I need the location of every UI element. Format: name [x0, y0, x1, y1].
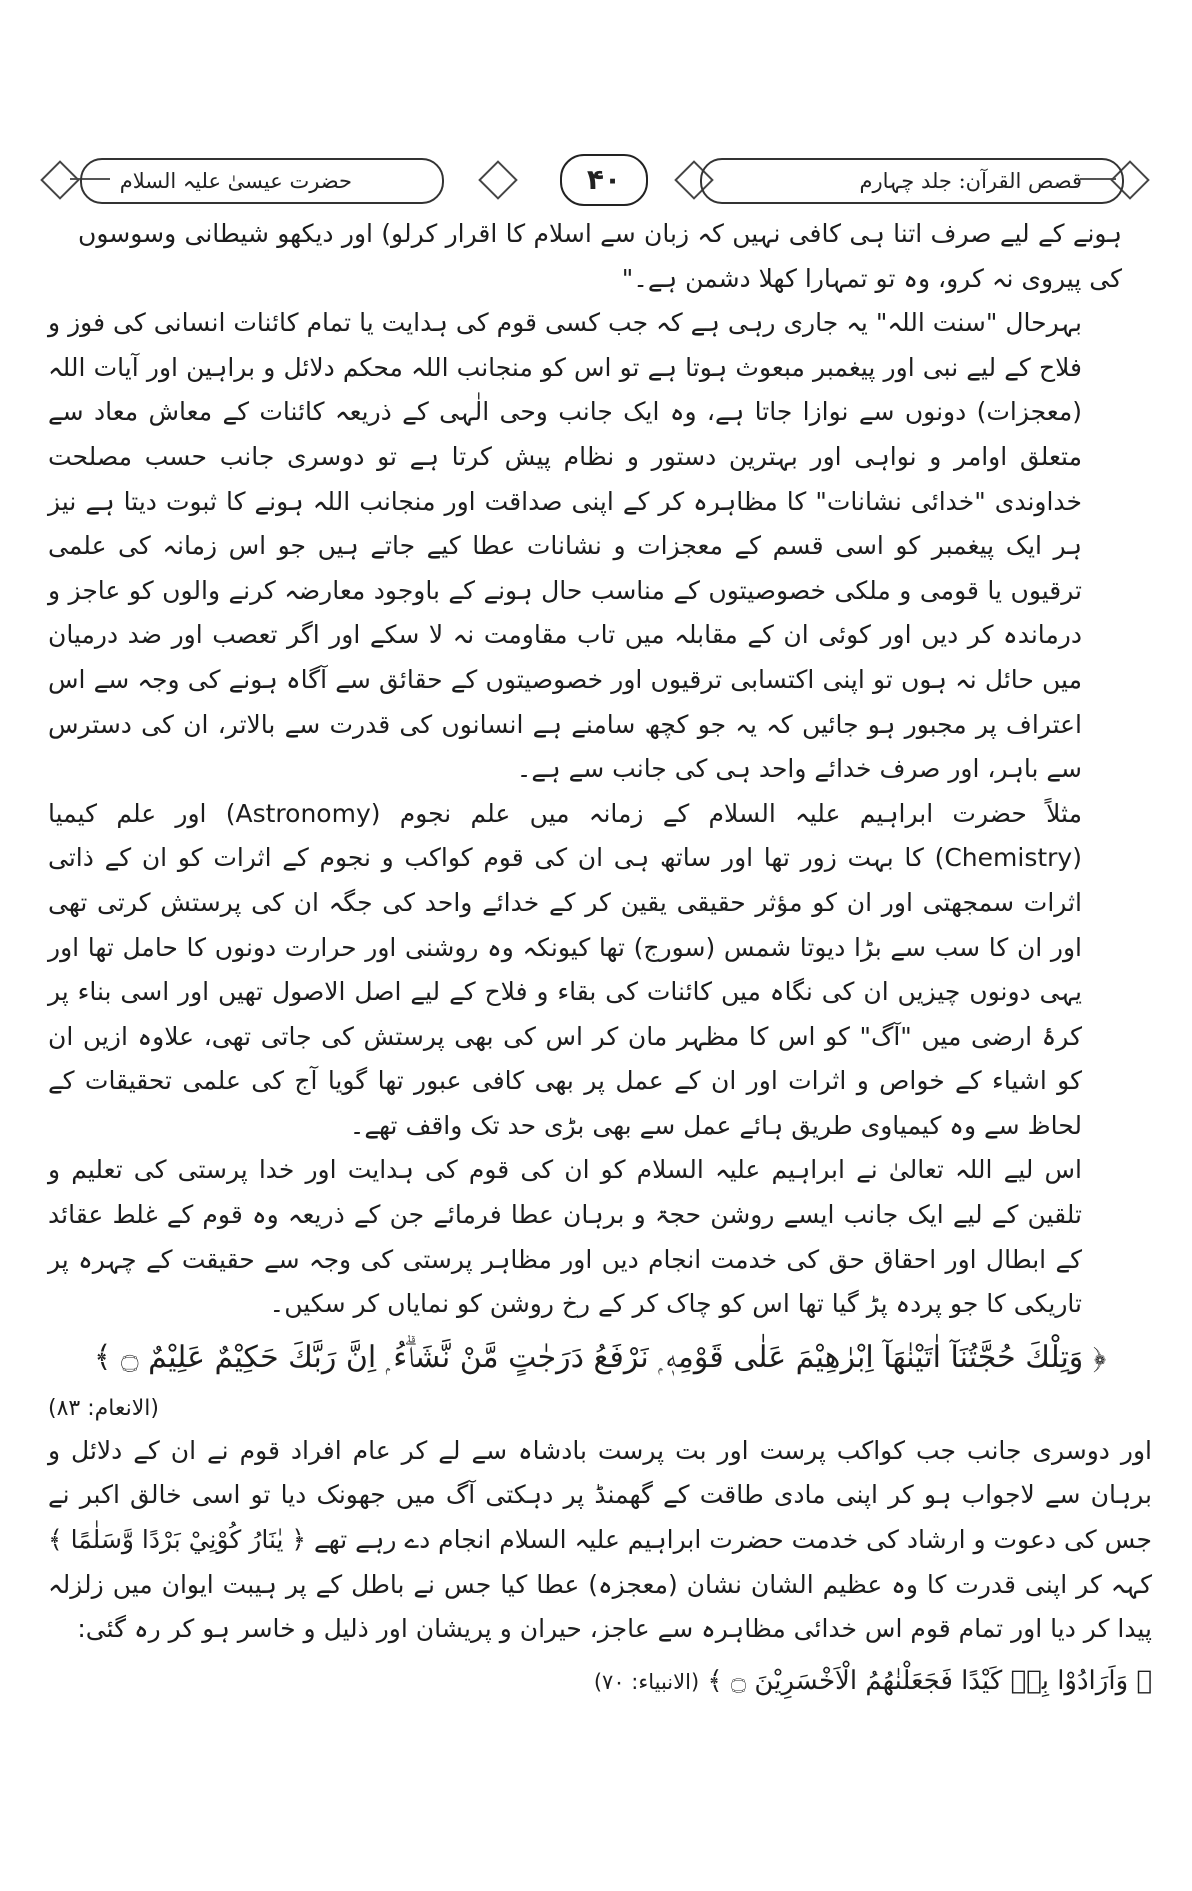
page-number: ۴۰ — [560, 154, 648, 206]
header-book-title: قصص القرآن: جلد چہارم — [859, 169, 1082, 193]
paragraph: اور دوسری جانب جب کواکب پرست اور بت پرست بادشاہ سے لے کر عام افراد قوم نے ان کے دلائل و برہان سے لاجواب ہو کر اپنی مادی طاقت کے گھمنڈ پر دہکتی آگ میں جھونک دیا تو اسی خالق اکبر نے جس کی دعوت و ارشاد کی خدمت حضرت ابراہیم علیہ السلام انجام دے رہے تھے ﴿ يٰنَارُ كُوْنِيْ بَرْدًا وَّسَلٰمًا ﴾ کہہ کر اپنی قدرت کا وہ عظیم الشان نشان (معجزہ) عطا کیا جس نے باطل کے پر ہیبت ایوان میں زلزلہ پیدا کر دیا اور تمام قوم اس خدائی مظاہرہ سے عاجز، حیران و پریشان اور ذلیل و خاسر ہو کر رہ گئی: — [48, 1435, 1152, 1644]
page-header — [40, 150, 1150, 210]
header-chapter: حضرت عیسیٰ علیہ السلام — [119, 169, 352, 193]
quran-verse — [48, 1652, 1152, 1711]
paragraph: بہرحال "سنت اللہ" یہ جاری رہی ہے کہ جب کسی قوم کی ہدایت یا تمام کائنات انسانی کی فوز و فلاح کے لیے نبی اور پیغمبر مبعوث ہوتا ہے تو اس کو منجانب اللہ محکم دلائل و براہین اور آیات اللہ (معجزات) دونوں سے نوازا جاتا ہے، وہ ایک جانب وحی الٰہی کے ذریعہ کائنات کے معاش معاد سے متعلق اوامر و نواہی اور بہترین دستور و نظام پیش کرتا ہے تو دوسری جانب حسب مصلحت خداوندی "خدائی نشانات" کا مظاہرہ کر کے اپنی صداقت اور منجانب اللہ ہونے کا ثبوت دیتا ہے نیز ہر ایک پیغمبر کو اسی قسم کے معجزات و نشانات عطا کیے جاتے ہیں جو اس زمانہ کی علمی ترقیوں یا قومی و ملکی خصوصیتوں کے مناسب حال ہونے کے باوجود معارضہ کرنے والوں کو عاجز و درماندہ کر دیں اور کوئی ان کے مقابلہ میں تاب مقاومت نہ لا سکے اور اگر تعصب اور ضد درمیان میں حائل نہ ہوں تو اپنی اکتسابی ترقیوں اور خصوصیتوں کے حقائق سے آگاہ ہونے کی وجہ سے اس اعتراف پر مجبور ہو جائیں کہ یہ جو کچھ سامنے ہے انسانوں کی قدرت سے بالاتر، ان کی دسترس سے باہر، اور صرف خدائے واحد ہی کی جانب سے ہے۔ — [48, 308, 1082, 784]
paragraph: اس لیے اللہ تعالیٰ نے ابراہیم علیہ السلام کو ان کی قوم کی ہدایت اور خدا پرستی کی تعلیم و تلقین کے لیے ایک جانب ایسے روشن حجۃ و برہان عطا فرمائے جن کے ذریعہ وہ قوم کے غلط عقائد کے ابطال اور احقاق حق کی خدمت انجام دیں اور مظاہر پرستی کی وجہ سے حقیقت کے چہرہ پر تاریکی کا جو پردہ پڑ گیا تھا اس کو چاک کر کے رخ روشن کو نمایاں کر سکیں۔ — [48, 1155, 1082, 1319]
ornament-icon — [40, 160, 80, 200]
quran-verse: ﴿ وَتِلْكَ حُجَّتُنَآ اٰتَيْنٰهَآ اِبْرٰهِيْمَ عَلٰى قَوْمِهٖ ۭ نَرْفَعُ دَرَجٰتٍ مَّنْ نَّشَاۗءُ ۭ اِنَّ رَبَّكَ حَكِيْمٌ عَلِيْمٌ ۝ ﴾ — [93, 1339, 1107, 1375]
page-body — [48, 212, 1152, 1711]
paragraph: مثلاً حضرت ابراہیم علیہ السلام کے زمانہ میں علم نجوم (Astronomy) اور علم کیمیا (Chemistry) کا بہت زور تھا اور ساتھ ہی ان کی قوم کواکب و نجوم کے اثرات کو ان کے ذاتی اثرات سمجھتی اور ان کو مؤثر حقیقی یقین کر کے خدائے واحد کی جگہ ان کی پرستش کرتی تھی اور ان کا سب سے بڑا دیوتا شمس (سورج) تھا کیونکہ وہ روشنی اور حرارت دونوں کا حامل تھا اور یہی دونوں چیزیں ان کی نگاہ میں کائنات کی بقاء و فلاح کے لیے اصل الاصول تھیں اور اسی بناء پر کرۂ ارضی میں "آگ" کو اس کا مظہر مان کر اس کی بھی پرستش کی جاتی تھی، علاوہ ازیں ان کو اشیاء کے خواص و اثرات اور ان کے عمل پر بھی کافی عبور تھا گویا آج کی علمی تحقیقات کے لحاظ سے وہ کیمیاوی طریق ہائے عمل سے بھی بڑی حد تک واقف تھے۔ — [48, 798, 1082, 1140]
header-title-box — [700, 158, 1124, 204]
verse-reference: (الانبیاء: ۷۰) — [593, 1669, 700, 1694]
verse-reference: (الانعام: ۸۳) — [48, 1395, 159, 1421]
paragraph: ہونے کے لیے صرف اتنا ہی کافی نہیں کہ زبان سے اسلام کا اقرار کرلو) اور دیکھو شیطانی وسوسوں کی پیروی نہ کرو، وہ تو تمہارا کھلا دشمن ہے۔" — [78, 219, 1122, 293]
header-chapter-box — [80, 158, 444, 204]
verse-text: ﴿ وَاَرَادُوْا بِهٖ كَيْدًا فَجَعَلْنٰهُمُ الْاَخْسَرِيْنَ ۝ ﴾ — [707, 1665, 1152, 1696]
ornament-icon — [478, 160, 518, 200]
